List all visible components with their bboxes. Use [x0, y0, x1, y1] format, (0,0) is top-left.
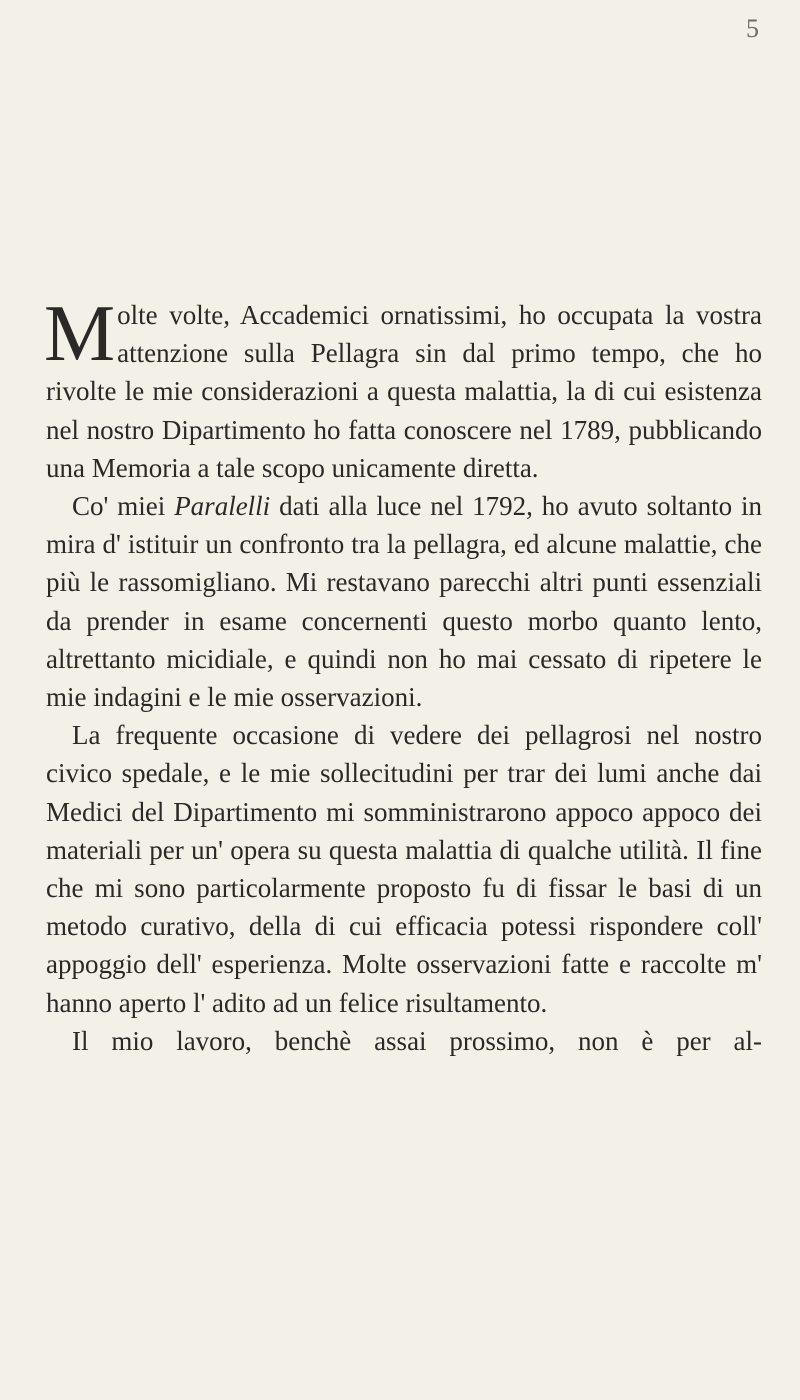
paragraph-3-text: La frequente occasione di vedere dei pellagrosi nel nostro civico spedale, e le mie sollecitudini per trar dei lumi anche dai Medici del Dipartimento mi somministrarono appoco appoco dei materiali per un' opera su questa malattia di qualche utilità. Il fine che mi sono particolarmente proposto fu di fissar le basi di un metodo curativo, della di cui efficacia potessi rispondere coll' appoggio dell' esperienza. Molte osservazioni fatte e raccolte m' hanno aperto l' adito ad un felice risultamento.	[46, 720, 762, 1018]
paragraph-2-italic-title: Paralelli	[174, 491, 271, 522]
page-number: 5	[746, 14, 759, 43]
paragraph-1-text: olte volte, Accademici ornatissimi, ho occupata la vostra attenzione sulla Pellagra sin dal primo tempo, che ho rivolte le mie considerazioni a questa malattia, la di cui esistenza nel nostro Dipartimento ho fatta conoscere nel 1789, pubblicando una Memoria a tale scopo unicamente diretta.	[46, 300, 762, 483]
paragraph-2	[46, 487, 762, 716]
paragraph-4	[46, 1022, 762, 1060]
paragraph-1	[44, 290, 762, 487]
paragraph-4-text: Il mio lavoro, benchè assai prossimo, non è per al-	[72, 1025, 762, 1056]
paragraph-2-text-end: dati alla luce nel 1792, ho avuto soltanto in mira d' istituir un confronto tra la pellagra, ed alcune malattie, che più le rassomigliano. Mi restavano parecchi altri punti essenziali da prender in esame concernenti questo morbo quanto lento, altrettanto micidiale, e quindi non ho mai cessato di ripetere le mie indagini e le mie osservazioni.	[46, 491, 762, 713]
paragraph-3	[46, 716, 762, 1022]
body-text	[44, 290, 762, 1060]
paragraph-2-text-start: Co' miei	[72, 491, 175, 522]
drop-cap: M	[44, 290, 116, 378]
